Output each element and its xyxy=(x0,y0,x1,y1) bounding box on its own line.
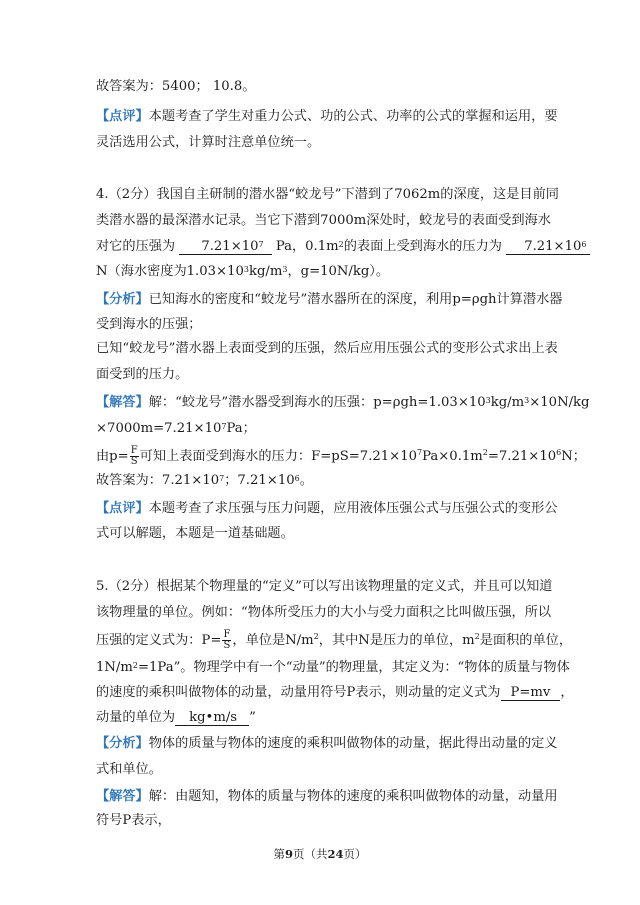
page-number: 9 xyxy=(284,847,293,861)
exponent: 6 xyxy=(556,448,562,457)
exponent: 7 xyxy=(417,448,423,457)
question-text: ，g=10N/kg）。 xyxy=(287,264,390,279)
solution-text: ；7.21×10 xyxy=(224,473,295,488)
exponent: 2 xyxy=(474,632,480,641)
question-text: ，其中N是压力的单位，m xyxy=(318,633,475,648)
footer-text: 第 xyxy=(273,847,285,861)
fraction-f-over-s xyxy=(130,446,139,467)
question-5-line xyxy=(96,604,551,622)
question-5-line xyxy=(96,630,572,651)
exponent: 2 xyxy=(313,632,319,641)
solution-text: 解：由题知，物体的质量与物体的速度的乘积叫做物体的动量，动量用 xyxy=(148,789,558,804)
exponent: 3 xyxy=(524,396,530,405)
fraction-f-over-s xyxy=(222,630,231,651)
question-4-line xyxy=(96,212,551,230)
analysis-text: 式和单位。 xyxy=(96,762,162,777)
exponent: 2 xyxy=(132,661,138,670)
exponent: 6 xyxy=(294,474,300,483)
answer-blank xyxy=(175,710,249,726)
exponent: 7 xyxy=(221,422,227,431)
exponent: 7 xyxy=(219,474,225,483)
footer-text: 页（共 xyxy=(293,847,328,861)
analysis-text: 面受到的压力。 xyxy=(96,367,189,382)
comment-line xyxy=(96,108,558,126)
answer-blank xyxy=(179,239,271,255)
solution-tag: 【解答】 xyxy=(96,789,149,804)
page-footer xyxy=(0,846,640,862)
exponent: 7 xyxy=(258,240,264,249)
exponent: 2 xyxy=(338,240,344,249)
solution-tag: 【解答】 xyxy=(96,395,149,410)
total-pages: 24 xyxy=(327,847,344,861)
question-5-line xyxy=(96,684,574,702)
footer-text: 页） xyxy=(343,847,367,861)
solution-text: ×7000m=7.21×10 xyxy=(96,421,222,436)
question-text: kg/m xyxy=(248,264,283,279)
comment-line xyxy=(96,525,294,543)
solution-text: =7.21×10 xyxy=(487,449,557,464)
comment-tag: 【点评】 xyxy=(96,501,149,516)
question-text: 的表面上受到海水的压力为 xyxy=(343,239,502,254)
solution-line xyxy=(96,472,313,490)
solution-line xyxy=(96,812,171,830)
fraction-denominator: S xyxy=(223,640,231,651)
answer-text: 故答案为：5400； 10.8。 xyxy=(96,79,256,94)
question-4-line xyxy=(96,263,389,281)
analysis-text: 已知“蛟龙号”潜水器上表面受到的压强，然后应用压强公式的变形公式求出上表 xyxy=(96,341,558,356)
question-text: 对它的压强为 xyxy=(96,239,176,254)
analysis-text: 受到海水的压强； xyxy=(96,317,202,332)
solution-text: 符号P表示， xyxy=(96,813,171,828)
question-text: N（海水密度为1.03×10 xyxy=(96,264,244,279)
answer-blank xyxy=(506,239,590,255)
question-text: 1N/m xyxy=(96,660,133,675)
exponent: 3 xyxy=(243,265,249,274)
question-text: 是面积的单位， xyxy=(479,633,573,648)
question-text: Pa，0.1m xyxy=(275,239,339,254)
question-text: =1Pa”。物理学中有一个“动量”的物理量，其定义为：“物体的质量与物体 xyxy=(137,660,570,675)
answer-blank xyxy=(501,685,561,701)
analysis-tag: 【分析】 xyxy=(96,292,149,307)
fraction-denominator: S xyxy=(130,456,138,467)
analysis-line xyxy=(96,761,162,779)
answer-line xyxy=(96,78,255,96)
answer-value: 7.21×10 xyxy=(524,239,582,254)
exponent: 3 xyxy=(485,396,491,405)
analysis-text: 已知海水的密度和“蛟龙号”潜水器所在的深度，利用p=ρgh计算潜水器 xyxy=(148,292,563,307)
question-text: ，单位是N/m xyxy=(232,633,314,648)
question-text: 的速度的乘积叫做物体的动量，动量用符号P表示，则动量的定义式为 xyxy=(96,685,501,700)
question-5-line xyxy=(96,578,552,596)
solution-text: ×10N/kg xyxy=(529,395,590,410)
answer-value: 7.21×10 xyxy=(201,239,259,254)
analysis-text: 物体的质量与物体的速度的乘积叫做物体的动量，据此得出动量的定义 xyxy=(148,736,558,751)
question-text: 压强的定义式为：P= xyxy=(96,633,222,648)
analysis-tag: 【分析】 xyxy=(96,736,149,751)
solution-text: 解：“蛟龙号”潜水器受到海水的压强：p=ρgh=1.03×10 xyxy=(148,395,486,410)
question-5-line xyxy=(96,709,256,727)
comment-text: 灵活选用公式，计算时注意单位统一。 xyxy=(96,135,321,150)
analysis-line xyxy=(96,316,202,334)
solution-text: 故答案为：7.21×10 xyxy=(96,473,220,488)
question-text: ， xyxy=(560,685,574,700)
analysis-line xyxy=(96,366,188,384)
solution-text: 由p= xyxy=(96,449,129,464)
analysis-line xyxy=(96,291,562,309)
solution-line xyxy=(96,420,256,438)
solution-text: Pa×0.1m xyxy=(422,449,483,464)
solution-text: kg/m xyxy=(490,395,525,410)
question-4-line xyxy=(96,238,590,256)
question-text: 动量的单位为 xyxy=(96,710,176,725)
comment-line xyxy=(96,134,320,152)
comment-text: 本题考查了求压强与压力问题，应用液体压强公式与压强公式的变形公 xyxy=(148,501,558,516)
solution-text: Pa； xyxy=(226,421,256,436)
solution-text: 。 xyxy=(299,473,313,488)
exponent: 6 xyxy=(581,240,587,249)
question-text: 5.（2分）根据某个物理量的“定义”可以写出该物理量的定义式，并且可以知道 xyxy=(96,579,553,594)
analysis-line xyxy=(96,735,558,753)
question-text: 4.（2分）我国自主研制的潜水器“蛟龙号”下潜到了7062m的深度，这是目前同 xyxy=(96,187,559,202)
exponent: 2 xyxy=(482,448,488,457)
analysis-line xyxy=(96,340,558,358)
comment-text: 式可以解题，本题是一道基础题。 xyxy=(96,526,294,541)
comment-tag: 【点评】 xyxy=(96,109,149,124)
fraction-numerator: F xyxy=(130,445,138,456)
question-text: 该物理量的单位。例如：“物体所受压力的大小与受力面积之比叫做压强，所以 xyxy=(96,605,552,620)
solution-text: N； xyxy=(561,449,586,464)
comment-line xyxy=(96,500,558,518)
exponent: 3 xyxy=(282,265,288,274)
question-4-line xyxy=(96,186,559,204)
comment-text: 本题考查了学生对重力公式、功的公式、功率的公式的掌握和运用，要 xyxy=(148,109,558,124)
solution-line xyxy=(96,394,589,412)
question-text: 类潜水器的最深潜水记录。当它下潜到7000m深处时，蛟龙号的表面受到海水 xyxy=(96,213,551,228)
answer-value: kg•m/s xyxy=(189,710,238,725)
question-5-line xyxy=(96,659,570,677)
answer-value: P=mv xyxy=(510,685,551,700)
solution-line xyxy=(96,788,558,806)
question-text: ” xyxy=(249,710,256,725)
fraction-numerator: F xyxy=(223,629,231,640)
solution-text: 可知上表面受到海水的压力：F=pS=7.21×10 xyxy=(139,449,417,464)
solution-line xyxy=(96,446,586,467)
